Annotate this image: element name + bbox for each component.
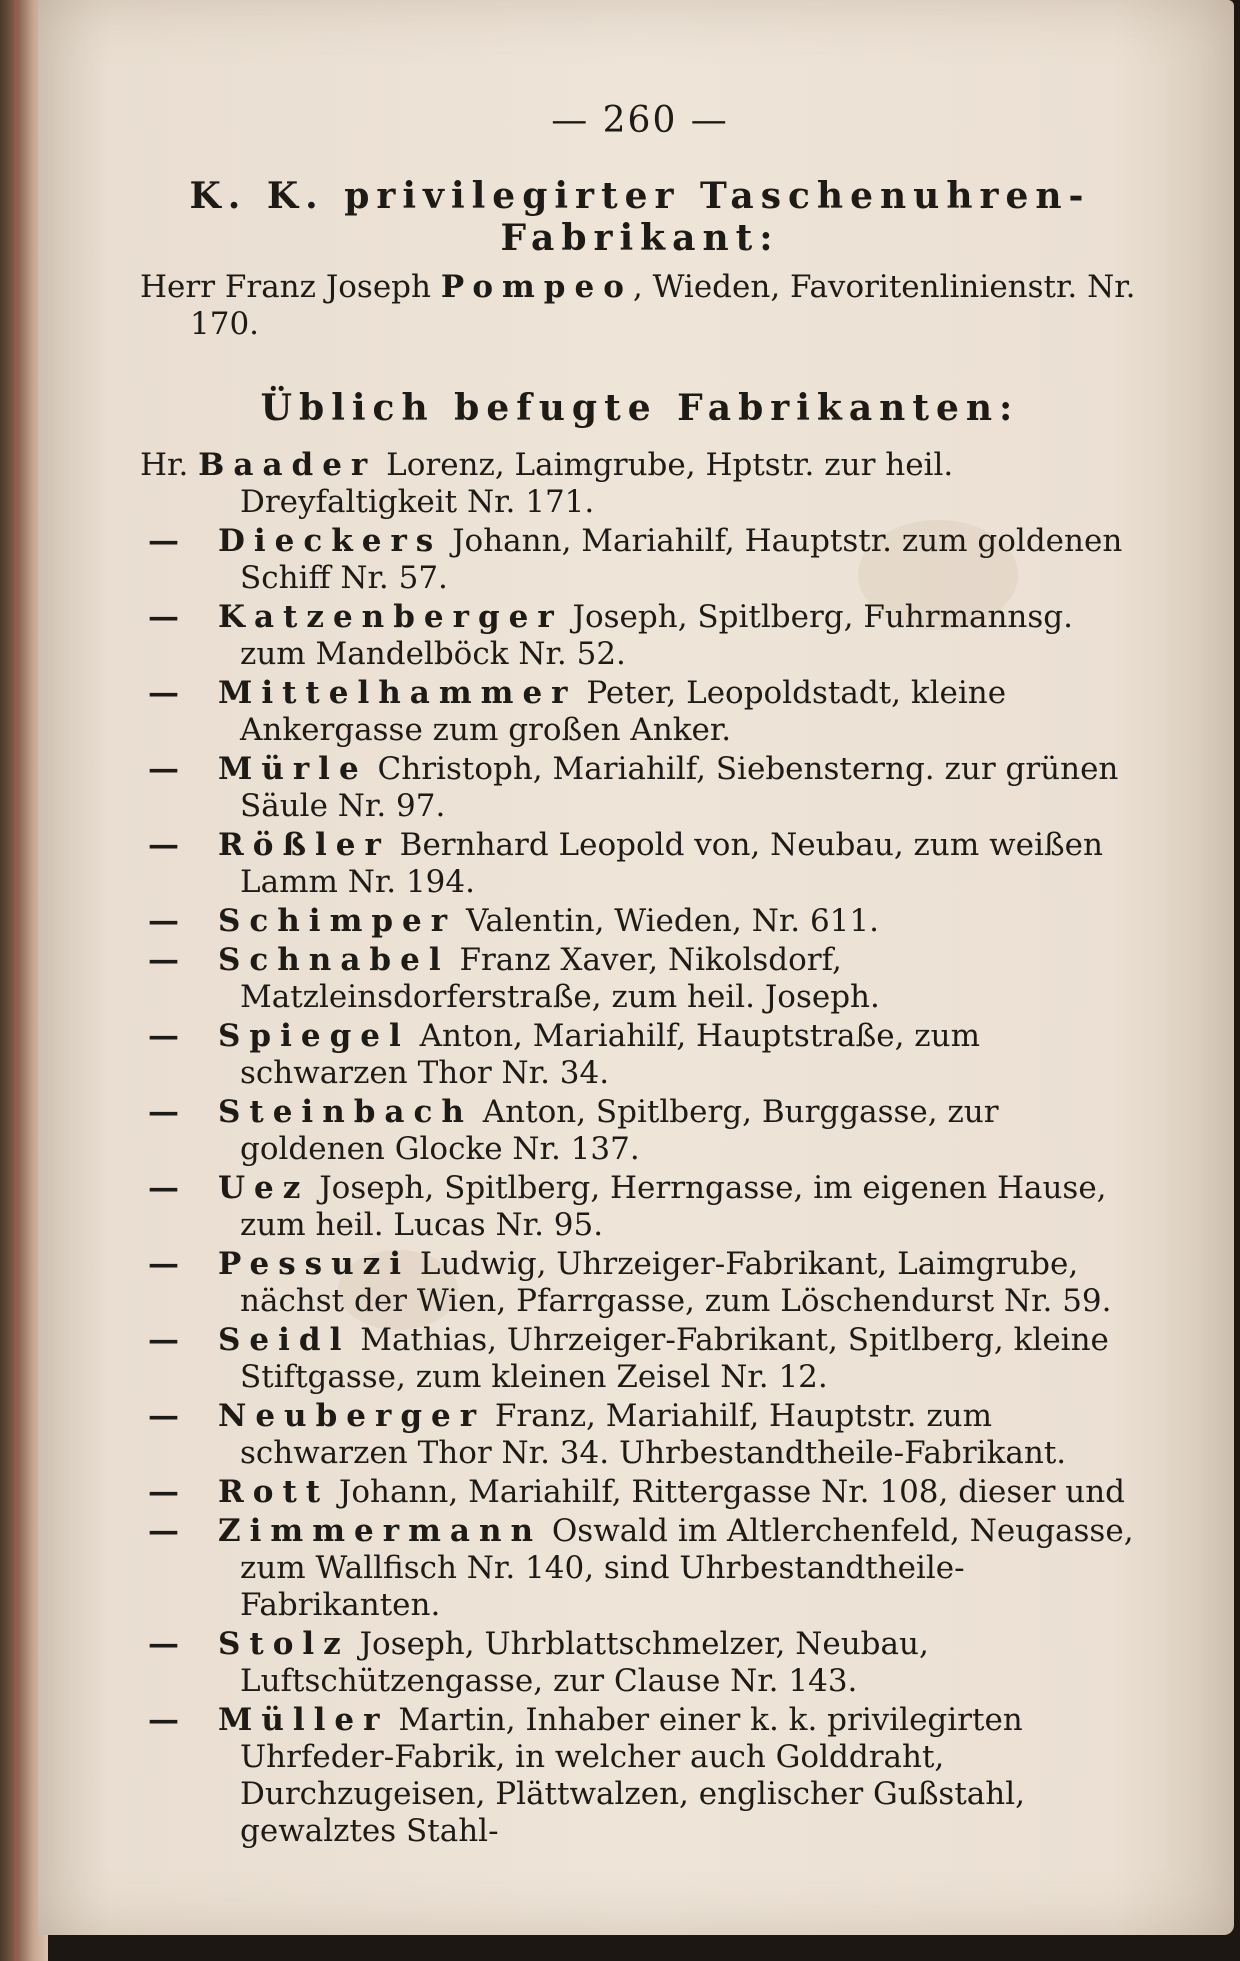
entry-details: Peter, Leopoldstadt, kleine Ankergasse zum großen Anker. [240, 675, 1007, 748]
privileged-heading: K. K. privilegirter Taschenuhren-Fabrikant: [189, 175, 1091, 259]
entry-details: Oswald im Altlerchenfeld, Neugasse, zum Wallfisch Nr. 140, sind Uhrbestandtheile-Fabrikanten. [240, 1513, 1134, 1623]
manufacturer-entry [140, 1322, 1140, 1396]
licensed-heading: Üblich befugte Fabrikanten: [260, 387, 1020, 429]
dash-mark: — [148, 942, 179, 978]
entry-details: Mathias, Uhrzeiger-Fabrikant, Spitlberg, kleine Stiftgasse, zum kleinen Zeisel Nr. 12. [240, 1322, 1109, 1395]
entry-details: Johann, Mariahilf, Rittergasse Nr. 108, dieser und [329, 1474, 1126, 1510]
entry-surname: Uez [218, 1170, 310, 1206]
entry-details: Joseph, Spitlberg, Fuhrmannsg. zum Mandelböck Nr. 52. [240, 599, 1074, 672]
dash-mark: — [148, 523, 179, 559]
manufacturer-entry [140, 599, 1140, 673]
dash-mark: — [148, 1626, 179, 1662]
dash-mark: — [148, 599, 179, 635]
entry-details: Joseph, Spitlberg, Herrngasse, im eigenen Hause, zum heil. Lucas Nr. 95. [240, 1170, 1107, 1243]
entry-details: Anton, Spitlberg, Burggasse, zur goldenen Glocke Nr. 137. [240, 1094, 999, 1167]
entry-details: Anton, Mariahilf, Hauptstraße, zum schwarzen Thor Nr. 34. [240, 1018, 980, 1091]
entry-surname: Dieckers [218, 523, 443, 559]
entry-surname: Seidl [218, 1322, 351, 1358]
entry-surname: Zimmermann [218, 1513, 543, 1549]
manufacturer-entry [140, 1474, 1140, 1511]
page-text [140, 100, 1140, 1852]
dash-mark: — [148, 1398, 179, 1434]
manufacturer-entry [140, 675, 1140, 749]
entry-details: Lorenz, Laimgrube, Hptstr. zur heil. Dreyfaltigkeit Nr. 171. [240, 447, 954, 520]
dash-mark: — [148, 751, 179, 787]
manufacturer-entry [140, 523, 1140, 597]
binding-edge [14, 0, 17, 1961]
entry-surname: Katzenberger [218, 599, 563, 635]
entry-prefix: Hr. [140, 447, 199, 483]
dash-mark: — [148, 1322, 179, 1358]
manufacturer-entry [140, 1094, 1140, 1168]
entry-details: Bernhard Leopold von, Neubau, zum weißen Lamm Nr. 194. [240, 827, 1103, 900]
dash-mark: — [148, 1513, 179, 1549]
manufacturer-entry [140, 1513, 1140, 1624]
dash-mark: — [148, 903, 179, 939]
entry-surname: Neuberger [218, 1398, 486, 1434]
entry-details: Martin, Inhaber einer k. k. privilegirten Uhrfeder-Fabrik, in welcher auch Golddraht, Durchzugeisen, Plättwalzen, englischer Gußstahl, gewalztes Stahl- [240, 1702, 1026, 1849]
entry-details: Joseph, Uhrblattschmelzer, Neubau, Luftschützengasse, zur Clause Nr. 143. [240, 1626, 929, 1699]
dash-mark: — [148, 827, 179, 863]
dash-mark: — [148, 1474, 179, 1510]
entry-surname: Müller [218, 1702, 389, 1738]
entry-details: Johann, Mariahilf, Hauptstr. zum goldenen Schiff Nr. 57. [240, 523, 1123, 596]
page-number: — 260 — [551, 100, 729, 141]
entry-surname: Pompeo [440, 269, 633, 305]
entry-surname: Stolz [218, 1626, 350, 1662]
manufacturer-entry [140, 1246, 1140, 1320]
entry-surname: Rott [218, 1474, 330, 1510]
dash-mark: — [148, 1170, 179, 1206]
entry-surname: Schnabel [218, 942, 450, 978]
entry-details: , Wieden, Favoritenlinienstr. Nr. 170. [190, 269, 1136, 342]
manufacturer-entry [140, 903, 1140, 940]
entry-prefix: Herr Franz Joseph [140, 269, 441, 305]
entry-details: Franz, Mariahilf, Hauptstr. zum schwarzen Thor Nr. 34. Uhrbestandtheile-Fabrikant. [240, 1398, 1067, 1471]
entry-surname: Baader [198, 447, 377, 483]
privileged-entry [140, 269, 1140, 343]
manufacturer-entry [140, 1398, 1140, 1472]
dash-mark: — [148, 1702, 179, 1738]
manufacturer-entry [140, 1626, 1140, 1700]
manufacturer-entry [140, 751, 1140, 825]
manufacturer-entry [140, 827, 1140, 901]
entry-surname: Rößler [218, 827, 390, 863]
manufacturer-entry [140, 942, 1140, 1016]
entry-details: Valentin, Wieden, Nr. 611. [456, 903, 879, 939]
manufacturer-entry [140, 1702, 1140, 1850]
entry-surname: Spiegel [218, 1018, 410, 1054]
entry-surname: Schimper [218, 903, 457, 939]
dash-mark: — [148, 1094, 179, 1130]
entry-surname: Mürle [218, 751, 368, 787]
dash-mark: — [148, 1246, 179, 1282]
entry-surname: Pessuzi [218, 1246, 411, 1282]
entry-details: Ludwig, Uhrzeiger-Fabrikant, Laimgrube, nächst der Wien, Pfarrgasse, zum Löschendurst Nr. 59. [240, 1246, 1112, 1319]
dash-mark: — [148, 675, 179, 711]
manufacturer-entry [140, 1170, 1140, 1244]
entry-surname: Steinbach [218, 1094, 473, 1130]
manufacturer-entry [140, 1018, 1140, 1092]
entry-surname: Mittelhammer [218, 675, 577, 711]
dash-mark: — [148, 1018, 179, 1054]
manufacturer-entry [140, 447, 1140, 521]
entry-details: Franz Xaver, Nikolsdorf, Matzleinsdorferstraße, zum heil. Joseph. [240, 942, 880, 1015]
entry-details: Christoph, Mariahilf, Siebensterng. zur grünen Säule Nr. 97. [240, 751, 1119, 824]
manufacturer-list [140, 523, 1140, 1850]
